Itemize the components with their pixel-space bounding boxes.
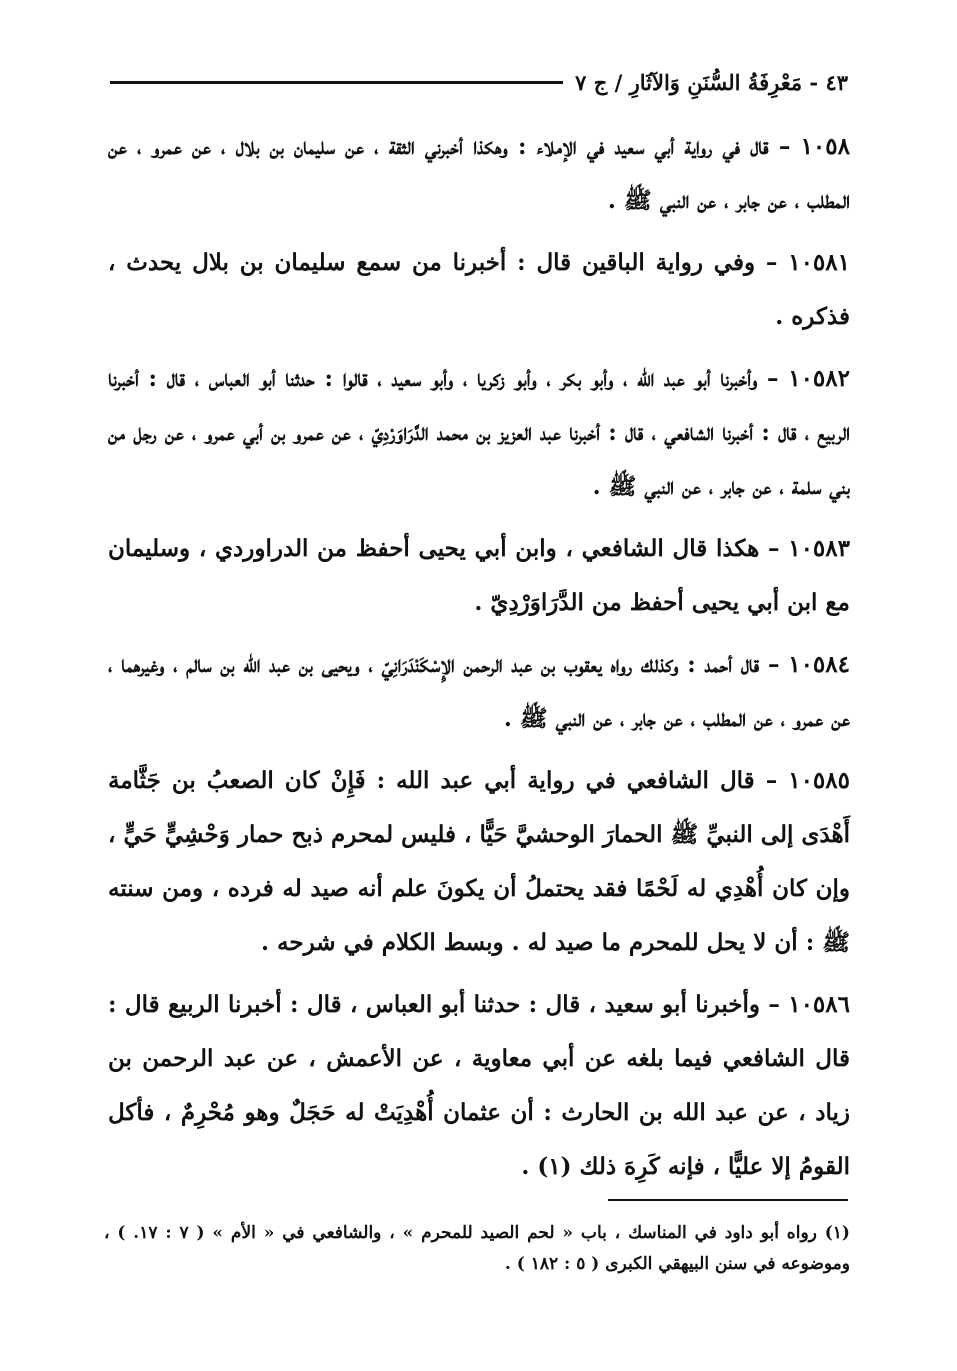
hadith-10585: ١٠٥٨٥ – قال الشافعي في رواية أبي عبد الله : فَإِنْ كان الصعبُ بن جَثَّامة أَهْدَى إلى النبيِّ ﷺ الحمارَ الوحشيَّ حَيًّا ، فليس لمحرم ذبح حمار وَحْشِيٍّ حَيٍّ ، وإن كان أُهْدِي له لَحْمًا فقد يحتملُ أن يكونَ علم أنه صيد له فرده ، ومن سنته ﷺ : أن لا يحل للمحرم ما صيد له . وبسط الكلام في شرحه . — [108, 767, 850, 956]
hadith-10584: ١٠٥٨٤ – قال أحمد : وكذلك رواه يعقوب بن عبد الرحمن الإِسْكَنْدَرَانِيّ ، ويحيى بن عبد الله بن سالم ، وغيرهما ، عن عمرو ، عن المطلب ، عن جابر ، عن النبي ﷺ . — [108, 651, 850, 732]
hadith-10581: ١٠٥٨١ – وفي رواية الباقين قال : أخبرنا من سمع سليمان بن بلال يحدث ، فذكره . — [108, 249, 850, 330]
hadith-1058: ١٠٥٨ – قال في رواية أبي سعيد في الإملاء : وهكذا أخبرني الثقة ، عن سليمان بن بلال ، عن عمرو ، عن المطلب ، عن جابر ، عن النبي ﷺ . — [108, 133, 850, 214]
hadith-10582: ١٠٥٨٢ – وأخبرنا أبو عبد الله ، وأبو بكر ، وأبو زكريا ، وأبو سعيد ، قالوا : حدثنا أبو العباس ، قال : أخبرنا الربيع ، قال : أخبرنا الشافعي ، قال : أخبرنا عبد العزيز بن محمد الدَّرَاوَرْدِيّ ، عن عمرو بن أبي عمرو ، عن رجل من بني سلمة ، عن جابر ، عن النبي ﷺ . — [108, 365, 850, 500]
footnote: (١) رواه أبو داود في المناسك ، باب « لحم الصيد للمحرم » ، والشافعي في « الأم » ( ٧ : ١٧. ) ، وموضوعه في سنن البيهقي الكبرى ( ٥ : ١٨٢ ) . — [104, 1223, 850, 1274]
hadith-10586: ١٠٥٨٦ – وأخبرنا أبو سعيد ، قال : حدثنا أبو العباس ، قال : أخبرنا الربيع قال : قال الشافعي فيما بلغه عن أبي معاوية ، عن الأعمش ، عن عبد الرحمن بن زياد ، عن عبد الله بن الحارث : أن عثمان أُهْدِيَتْ له حَجَلٌ وهو مُحْرِمٌ ، فأكل القومُ إلا عليًّا ، فإنه كَرِهَ ذلك (١) . — [108, 991, 850, 1180]
hadith-10583: ١٠٥٨٣ – هكذا قال الشافعي ، وابن أبي يحيى أحفظ من الدراوردي ، وسليمان مع ابن أبي يحيى أحفظ من الدَّرَاوَرْدِيّ . — [108, 535, 850, 616]
footnote-rule — [608, 1199, 848, 1201]
page-header — [110, 60, 848, 104]
main-text — [108, 120, 850, 1202]
running-head: ٤٣ - مَعْرِفَةُ السُّنَنِ وَالآثَارِ / ج ٧ — [575, 69, 848, 95]
header-rule — [110, 81, 563, 84]
